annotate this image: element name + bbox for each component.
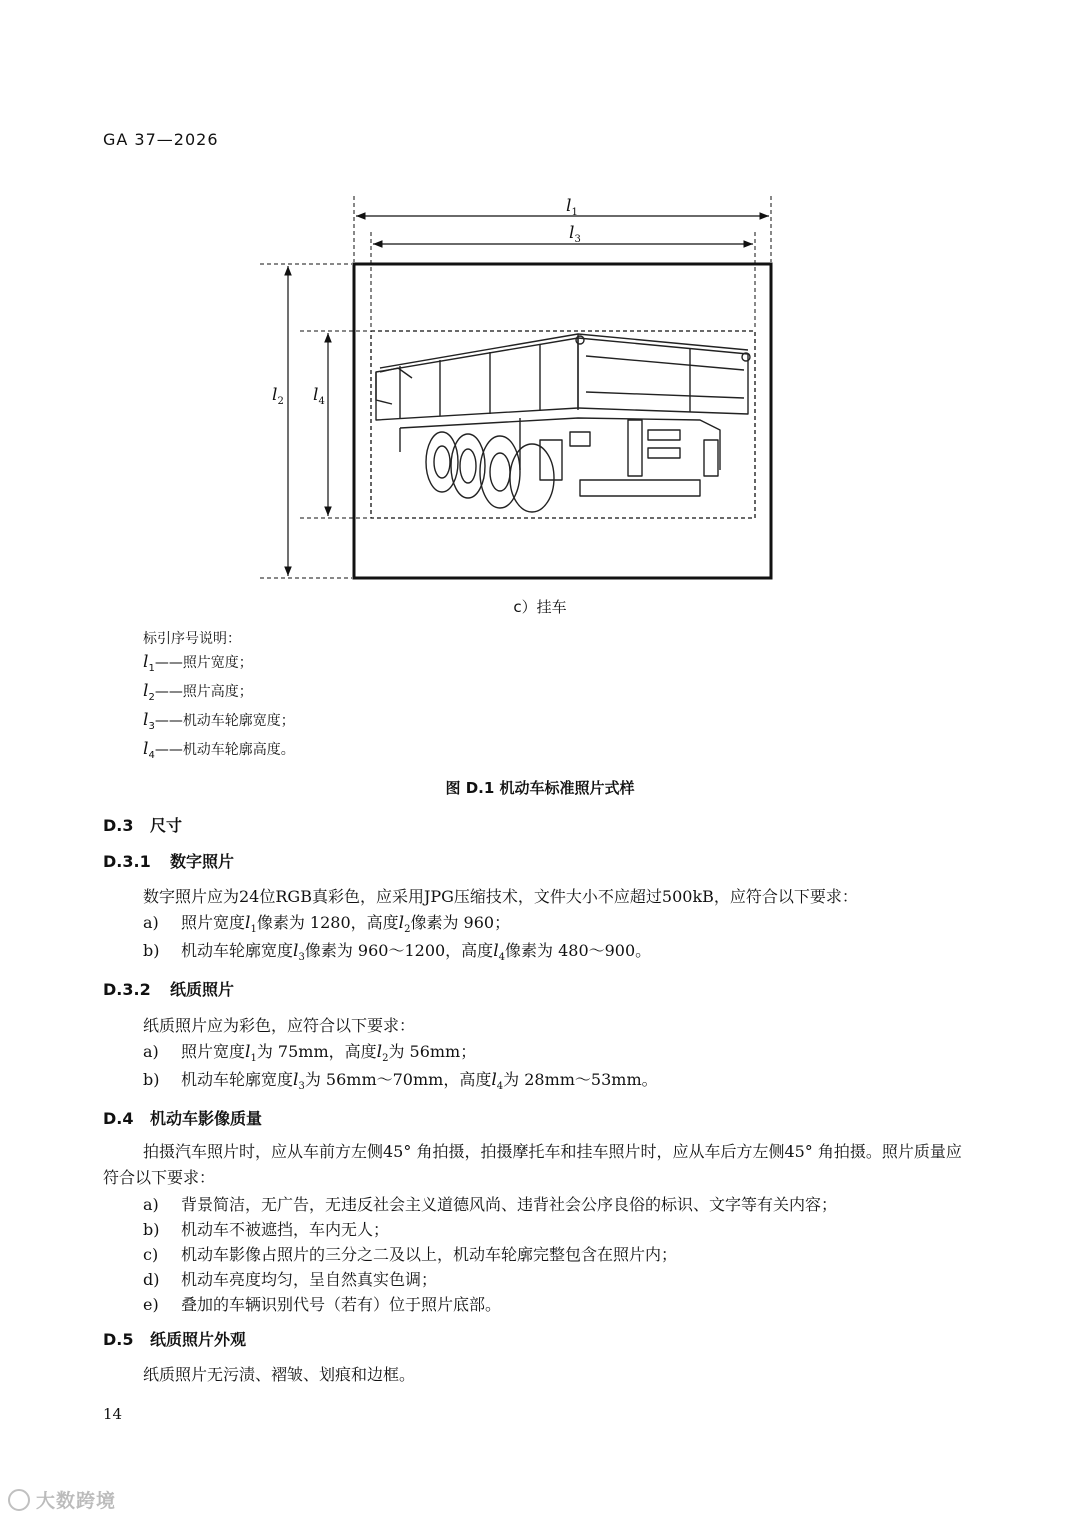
list-item: c) 机动车影像占照片的三分之二及以上，机动车轮廓完整包含在照片内； — [143, 1245, 678, 1264]
section-heading-d5: D.5 纸质照片外观 — [103, 1330, 247, 1349]
page-number: 14 — [103, 1405, 123, 1423]
list-item: a) 照片宽度$l_1$为 75mm，高度$l_2$为 56mm； — [143, 1042, 477, 1064]
vehicle-photo-diagram — [0, 0, 1080, 620]
legend-item: $l_1——$照片宽度； — [143, 652, 253, 674]
l4-label: $l_4$ — [313, 385, 325, 407]
l3-label: $l_3$ — [569, 223, 581, 245]
legend-item: $l_2——$照片高度； — [143, 681, 253, 703]
figure-subcaption: c）挂车 — [513, 598, 567, 616]
list-item: b) 机动车轮廓宽度$l_3$像素为 960～1200，高度$l_4$像素为 480～900。 — [143, 941, 652, 963]
watermark-logo-icon — [8, 1489, 30, 1511]
section-heading-d3-1: D.3.1 数字照片 — [103, 852, 235, 871]
list-item: b) 机动车不被遮挡，车内无人； — [143, 1220, 390, 1239]
paragraph: 拍摄汽车照片时，应从车前方左侧45° 角拍摄，拍摄摩托车和挂车照片时，应从车后方左侧45° 角拍摄。照片质量应符合以下要求： — [103, 1142, 962, 1187]
list-item: a) 背景简洁，无广告，无违反社会主义道德风尚、违背社会公序良俗的标识、文字等有关内容； — [143, 1195, 838, 1214]
legend-item: $l_3——$机动车轮廓宽度； — [143, 710, 295, 732]
figure-caption: 图 D.1 机动车标准照片式样 — [445, 779, 635, 797]
section-heading-d4: D.4 机动车影像质量 — [103, 1109, 263, 1128]
list-item: a) 照片宽度$l_1$像素为 1280，高度$l_2$像素为 960； — [143, 913, 511, 935]
legend-item: $l_4——$机动车轮廓高度。 — [143, 739, 295, 761]
extension-lines — [260, 196, 771, 578]
watermark: 大数跨境 — [8, 1486, 116, 1513]
list-item: d) 机动车亮度均匀，呈自然真实色调； — [143, 1270, 438, 1289]
standard-code: GA 37—2026 — [103, 130, 219, 149]
section-heading-d3-2: D.3.2 纸质照片 — [103, 980, 235, 999]
list-item: e) 叠加的车辆识别代号（若有）位于照片底部。 — [143, 1295, 502, 1314]
photo-frame — [354, 264, 771, 578]
paragraph: 纸质照片无污渍、褶皱、划痕和边框。 — [143, 1365, 416, 1384]
list-item: b) 机动车轮廓宽度$l_3$为 56mm～70mm，高度$l_4$为 28mm～53mm。 — [143, 1070, 658, 1092]
section-heading-d3: D.3 尺寸 — [103, 816, 183, 835]
trailer-illustration — [376, 334, 750, 512]
l2-label: $l_2$ — [272, 385, 284, 407]
paragraph: 纸质照片应为彩色，应符合以下要求： — [143, 1016, 416, 1035]
legend-title: 标引序号说明： — [143, 631, 241, 647]
l1-label: $l_1$ — [566, 196, 578, 218]
paragraph: 数字照片应为24位RGB真彩色，应采用JPG压缩技术，文件大小不应超过500kB，应符合以下要求： — [143, 887, 858, 906]
